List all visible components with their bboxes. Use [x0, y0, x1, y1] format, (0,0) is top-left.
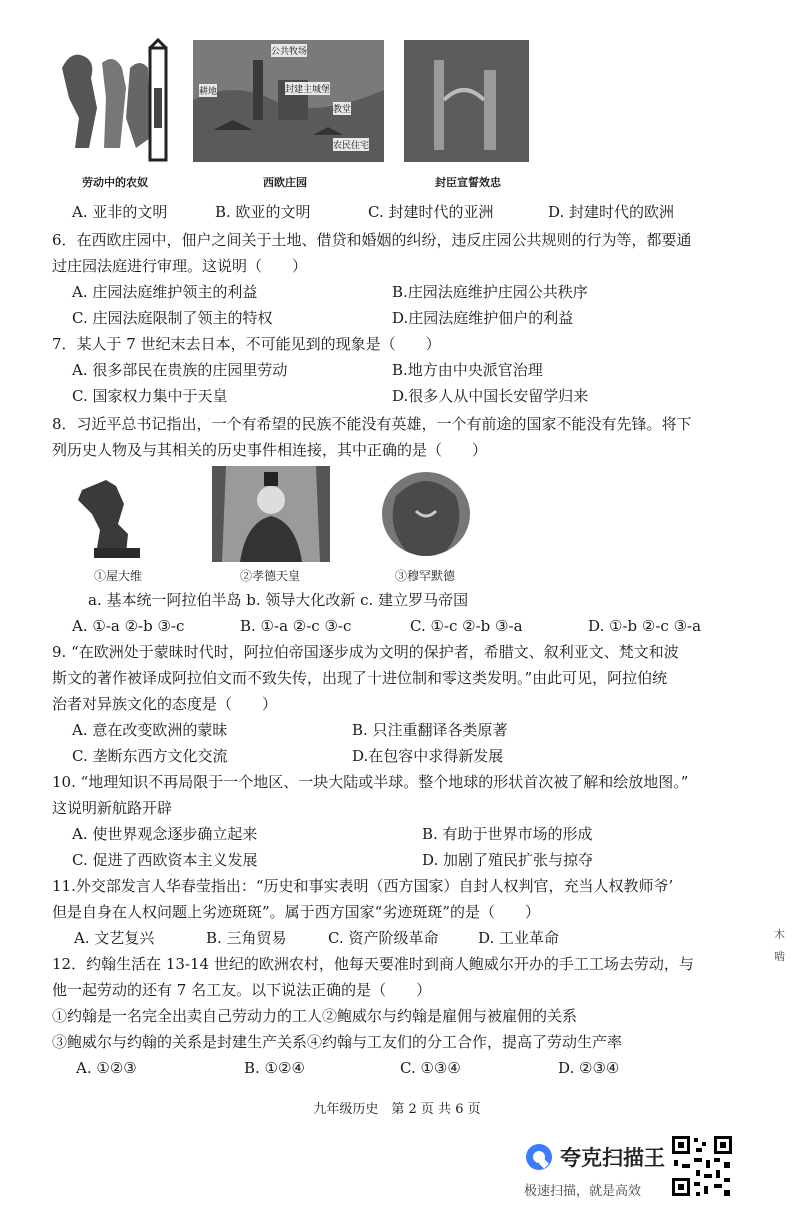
q12-options	[60, 1056, 754, 1080]
q9-options-1	[60, 718, 754, 742]
muhammad-image	[376, 466, 476, 562]
q5-options	[60, 200, 754, 224]
q10-stem-2: 这说明新航路开辟	[52, 799, 173, 817]
emperor-kotoku-image	[212, 466, 330, 562]
q8-option-d[interactable]: D. ①-b ②-c ③-a	[588, 617, 702, 635]
manor-label-castle: 封建主城堡	[285, 82, 330, 95]
caption-muhammad: ③穆罕默德	[394, 569, 455, 583]
q10-option-c[interactable]: C. 促进了西欧资本主义发展	[72, 851, 258, 869]
q8-option-b[interactable]: B. ①-a ②-c ③-c	[240, 617, 352, 635]
q11-option-b[interactable]: B. 三角贸易	[206, 929, 287, 947]
caption-manor: 西欧庄园	[263, 176, 307, 189]
q6-option-b[interactable]: B.庄园法庭维护庄园公共秩序	[392, 283, 588, 301]
q6-stem-2: 过庄园法庭进行审理。这说明（ ）	[52, 257, 308, 275]
q10-stem-1: 10. “地理知识不再局限于一个地区、一块大陆或半球。整个地球的形状首次被了解和绘放地图。”	[52, 773, 689, 791]
margin-mark-2: 啮	[774, 950, 785, 963]
q12-option-d[interactable]: D. ②③④	[558, 1059, 620, 1077]
q10-option-d[interactable]: D. 加剧了殖民扩张与掠夺	[422, 851, 594, 869]
q12-statement-2: ③鲍威尔与约翰的关系是封建生产关系④约翰与工友们的分工合作，提高了劳动生产率	[52, 1033, 623, 1051]
q9-stem-3: 治者对异族文化的态度是（ ）	[52, 695, 278, 713]
q9-option-a[interactable]: A. 意在改变欧洲的蒙昧	[72, 721, 228, 739]
q5-option-d[interactable]: D. 封建时代的欧洲	[548, 203, 675, 221]
q7-options-1	[60, 358, 754, 382]
serf-labor-image	[52, 38, 170, 166]
caption-kotoku: ②孝德天皇	[239, 569, 300, 583]
q9-options-2	[60, 744, 754, 768]
q10-options-1	[60, 822, 754, 846]
q7-option-d[interactable]: D.很多人从中国长安留学归来	[392, 387, 589, 405]
q8-option-a[interactable]: A. ①-a ②-b ③-c	[72, 617, 185, 635]
caption-octavian: ①屋大维	[93, 569, 142, 583]
q9-stem-2: 斯文的著作被译成阿拉伯文而不致失传，出现了十进位制和零这类发明。”由此可见，阿拉伯统	[52, 669, 668, 687]
q9-stem-1: 9. “在欧洲处于蒙昧时代时，阿拉伯帝国逐步成为文明的保护者，希腊文、叙利亚文、梵文和波	[52, 643, 679, 661]
q12-option-a[interactable]: A. ①②③	[76, 1059, 137, 1077]
q7-option-b[interactable]: B.地方由中央派官治理	[392, 361, 543, 379]
q6-options-2	[60, 306, 754, 330]
q12-option-c[interactable]: C. ①③④	[400, 1059, 461, 1077]
caption-serf: 劳动中的农奴	[82, 176, 148, 189]
octavian-image	[74, 470, 156, 560]
q6-options-1	[60, 280, 754, 304]
q12-statement-1: ①约翰是一名完全出卖自己劳动力的工人②鲍威尔与约翰是雇佣与被雇佣的关系	[52, 1007, 578, 1025]
q6-stem-1: 6．在西欧庄园中，佃户之间关于土地、借贷和婚姻的纠纷，违反庄园公共规则的行为等，都要通	[52, 231, 692, 249]
q11-stem-2: 但是自身在人权问题上劣迹斑斑”。属于西方国家“劣迹斑斑”的是（ ）	[52, 903, 541, 921]
q11-stem-1: 11.外交部发言人华春莹指出：“历史和事实表明（西方国家）自封人权判官，充当人权教师爷’	[52, 877, 674, 895]
margin-mark-1: 木	[774, 928, 785, 941]
q7-option-c[interactable]: C. 国家权力集中于天皇	[72, 387, 228, 405]
manor-label-housing: 农民住宅	[333, 138, 369, 151]
q6-option-c[interactable]: C. 庄园法庭限制了领主的特权	[72, 309, 273, 327]
q7-stem: 7．某人于 7 世纪末去日本，不可能见到的现象是（ ）	[52, 335, 441, 353]
manor-label-pasture: 公共牧场	[271, 44, 307, 57]
q12-option-b[interactable]: B. ①②④	[244, 1059, 305, 1077]
q11-option-a[interactable]: A. 文艺复兴	[74, 929, 155, 947]
q8-events: a. 基本统一阿拉伯半岛 b. 领导大化改新 c. 建立罗马帝国	[88, 591, 469, 609]
q12-stem-2: 他一起劳动的还有 7 名工友。以下说法正确的是（ ）	[52, 981, 432, 999]
q8-stem-1: 8．习近平总书记指出，一个有希望的民族不能没有英雄，一个有前途的国家不能没有先锋。将下	[52, 415, 692, 433]
manor-label-field: 耕地	[199, 84, 217, 97]
q8-option-c[interactable]: C. ①-c ②-b ③-a	[410, 617, 523, 635]
q6-option-d[interactable]: D.庄园法庭维护佃户的利益	[392, 309, 574, 327]
q11-option-c[interactable]: C. 资产阶级革命	[328, 929, 439, 947]
q9-option-b[interactable]: B. 只注重翻译各类原著	[352, 721, 508, 739]
scanner-slogan: 极速扫描，就是高效	[524, 1184, 642, 1199]
q6-option-a[interactable]: A. 庄园法庭维护领主的利益	[72, 283, 258, 301]
vassal-oath-image	[404, 40, 529, 162]
q11-options	[60, 926, 754, 950]
q9-option-d[interactable]: D.在包容中求得新发展	[352, 747, 504, 765]
q7-options-2	[60, 384, 754, 408]
q10-option-a[interactable]: A. 使世界观念逐步确立起来	[72, 825, 258, 843]
q5-option-c[interactable]: C. 封建时代的亚洲	[368, 203, 494, 221]
q8-options	[60, 614, 754, 638]
caption-oath: 封臣宣誓效忠	[435, 176, 501, 189]
q9-option-c[interactable]: C. 垄断东西方文化交流	[72, 747, 228, 765]
manor-image	[193, 40, 384, 162]
q10-option-b[interactable]: B. 有助于世界市场的形成	[422, 825, 593, 843]
scanner-brand-name: 夸克扫描王	[560, 1146, 665, 1170]
q5-option-b[interactable]: B. 欧亚的文明	[215, 203, 311, 221]
q8-stem-2: 列历史人物及与其相关的历史事件相连接，其中正确的是（ ）	[52, 441, 488, 459]
q7-option-a[interactable]: A. 很多部民在贵族的庄园里劳动	[72, 361, 288, 379]
q12-stem-1: 12．约翰生活在 13-14 世纪的欧洲农村，他每天要准时到商人鲍威尔开办的手工工场去劳动，与	[52, 955, 694, 973]
qr-code-icon	[670, 1134, 734, 1198]
page-footer: 九年级历史 第 2 页 共 6 页	[313, 1102, 481, 1117]
q5-option-a[interactable]: A. 亚非的文明	[72, 203, 168, 221]
q11-option-d[interactable]: D. 工业革命	[478, 929, 560, 947]
q10-options-2	[60, 848, 754, 872]
manor-label-church: 教堂	[333, 102, 351, 115]
scanner-logo-icon	[524, 1142, 554, 1172]
